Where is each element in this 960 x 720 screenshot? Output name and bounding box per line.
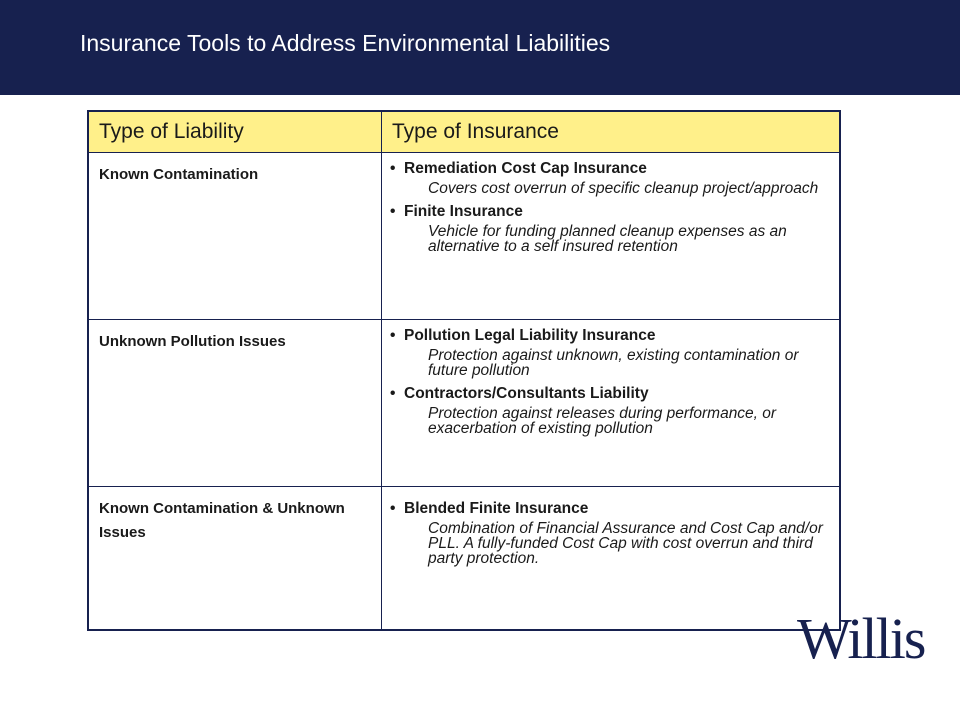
insurance-item — [390, 384, 831, 436]
insurance-name — [390, 326, 831, 346]
bullet-icon: • — [390, 203, 396, 220]
table-row — [88, 320, 840, 487]
insurance-description: Protection against releases during performance, or exacerbation of existing pollution — [428, 405, 777, 437]
table-row — [88, 153, 840, 320]
insurance-item — [390, 202, 831, 254]
willis-logo: Willis — [797, 606, 925, 671]
table-row — [88, 487, 840, 631]
insurance-name-text: Remediation Cost Cap Insurance — [404, 160, 647, 177]
insurance-name — [390, 159, 831, 179]
liability-cell: Unknown Pollution Issues — [88, 320, 382, 487]
header-type-of-liability: Type of Liability — [88, 111, 382, 153]
insurance-description: Combination of Financial Assurance and Cost Cap and/or PLL. A fully-funded Cost Cap with cost overrun and third party protection. — [428, 520, 823, 567]
insurance-description: Vehicle for funding planned cleanup expenses as an alternative to a self insured retention — [428, 223, 787, 255]
insurance-name-text: Finite Insurance — [404, 203, 523, 220]
insurance-cell — [382, 487, 841, 631]
table-header-row — [88, 111, 840, 153]
slide-title: Insurance Tools to Address Environmental Liabilities — [80, 30, 611, 56]
insurance-name-text: Pollution Legal Liability Insurance — [404, 327, 656, 344]
insurance-item — [390, 326, 831, 378]
bullet-icon: • — [390, 385, 396, 402]
insurance-description: Covers cost overrun of specific cleanup project/approach — [428, 180, 819, 197]
bullet-icon: • — [390, 160, 396, 177]
liability-cell: Known Contamination — [88, 153, 382, 320]
liability-cell: Known Contamination & Unknown Issues — [88, 487, 382, 631]
insurance-name — [390, 384, 831, 404]
bullet-icon: • — [390, 500, 396, 517]
bullet-icon: • — [390, 327, 396, 344]
liability-insurance-table — [87, 110, 841, 631]
insurance-cell — [382, 320, 841, 487]
insurance-item — [390, 499, 831, 566]
insurance-item — [390, 159, 831, 196]
insurance-name — [390, 202, 831, 222]
insurance-name-text: Contractors/Consultants Liability — [404, 385, 649, 402]
header-band — [0, 0, 960, 95]
insurance-cell — [382, 153, 841, 320]
header-type-of-insurance: Type of Insurance — [382, 111, 841, 153]
insurance-description: Protection against unknown, existing contamination or future pollution — [428, 347, 799, 379]
insurance-name — [390, 499, 831, 519]
insurance-name-text: Blended Finite Insurance — [404, 500, 589, 517]
